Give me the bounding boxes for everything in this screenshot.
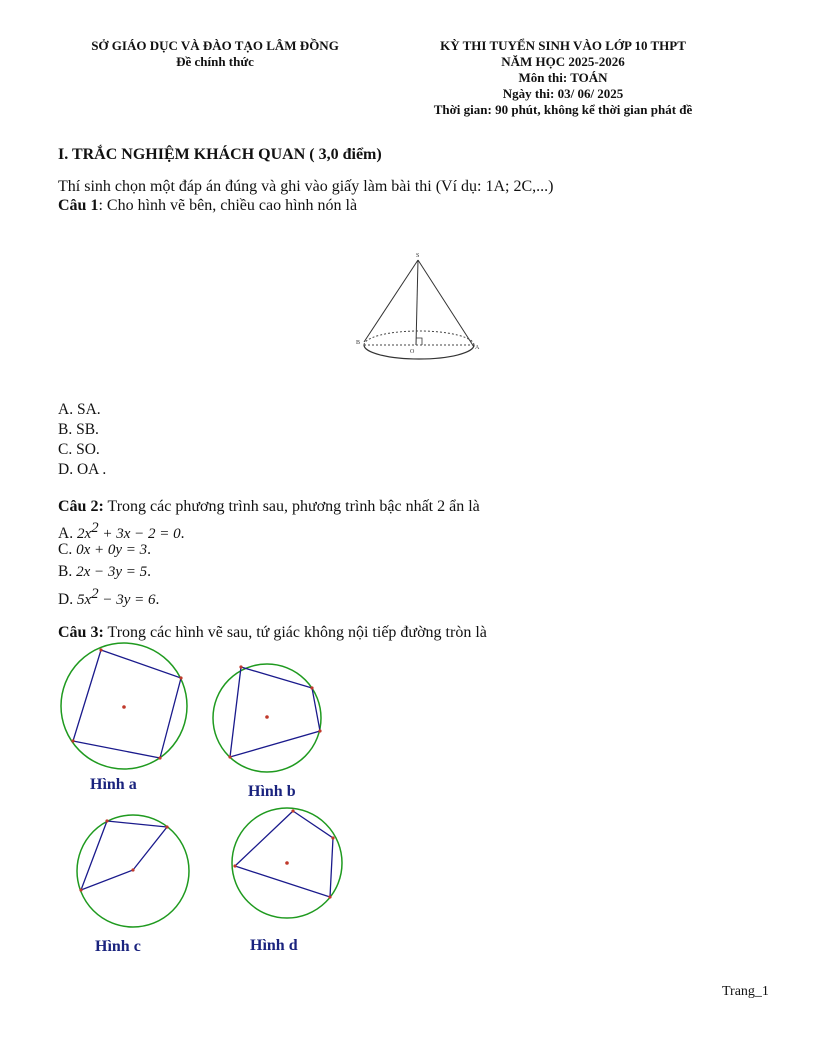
vertex — [318, 729, 321, 732]
figure-b-label: Hình b — [248, 783, 296, 800]
point-s: S — [416, 253, 420, 259]
question-3-label: Câu 3: — [58, 624, 104, 641]
school-year: NĂM HỌC 2025-2026 — [501, 54, 625, 69]
subject: Môn thi: TOÁN — [518, 70, 608, 85]
option-d: D. OA . — [58, 461, 107, 478]
question-1-text: : Cho hình vẽ bên, chiều cao hình nón là — [98, 197, 358, 214]
vertex — [310, 686, 313, 689]
figure-d — [232, 808, 342, 918]
figure-a-center — [122, 705, 126, 709]
vertex — [105, 819, 108, 822]
q2-option-a-end: . — [180, 525, 185, 542]
point-b: B — [356, 340, 361, 346]
q2-option-a-expr: 2x — [76, 526, 92, 542]
point-a: A — [475, 345, 480, 351]
section-title: I. TRẮC NGHIỆM KHÁCH QUAN ( 3,0 điểm) — [58, 146, 382, 163]
q2-option-d-prefix: D. — [58, 591, 74, 608]
q2-option-b-end: . — [147, 563, 152, 580]
exam-name: KỲ THI TUYỂN SINH VÀO LỚP 10 THPT — [440, 38, 686, 53]
option-a: A. SA. — [58, 401, 101, 418]
exam-duration: Thời gian: 90 phút, không kể thời gian phát đề — [433, 102, 693, 117]
q2-option-a-rest: + 3x − 2 = 0 — [98, 526, 181, 542]
q2-option-d-expr: 5x — [76, 592, 92, 608]
question-1-label: Câu 1 — [58, 197, 99, 214]
vertex — [233, 864, 236, 867]
figure-d-label: Hình d — [250, 937, 298, 954]
point-o: O — [410, 349, 415, 355]
exam-date: Ngày thi: 03/ 06/ 2025 — [502, 86, 624, 101]
question-3-text: Trong các hình vẽ sau, tứ giác không nội tiếp đường tròn là — [103, 624, 487, 641]
question-2-label: Câu 2: — [58, 498, 104, 515]
vertex — [239, 665, 242, 668]
q2-option-d-rest: − 3y = 6 — [98, 592, 156, 608]
option-c: C. SO. — [58, 441, 100, 458]
q2-option-b-prefix: B. — [58, 563, 73, 580]
q2-option-d-exp: 2 — [91, 586, 99, 602]
vertex — [71, 739, 74, 742]
figure-b — [213, 664, 322, 772]
figure-a-label: Hình a — [90, 776, 137, 793]
figure-d-quad — [235, 811, 333, 897]
vertex — [165, 825, 168, 828]
vertex — [79, 888, 82, 891]
vertex — [179, 676, 182, 679]
q2-option-a-prefix: A. — [58, 525, 74, 542]
q2-option-d-end: . — [155, 591, 160, 608]
vertex — [291, 809, 294, 812]
option-b: B. SB. — [58, 421, 99, 438]
vertex — [158, 756, 161, 759]
vertex — [328, 895, 331, 898]
figure-d-center — [285, 861, 289, 865]
q2-option-b-expr: 2x − 3y = 5 — [76, 564, 148, 580]
figure-c-label: Hình c — [95, 938, 141, 955]
q2-option-c-end: . — [147, 541, 152, 558]
q2-option-c-expr: 0x + 0y = 3 — [76, 542, 148, 558]
official-label: Đề chính thức — [176, 54, 254, 69]
figure-a-quad — [73, 650, 181, 758]
question-2-text: Trong các phương trình sau, phương trình bậc nhất 2 ẩn là — [103, 498, 480, 515]
figure-b-center — [265, 715, 269, 719]
instruction: Thí sinh chọn một đáp án đúng và ghi vào giấy làm bài thi (Ví dụ: 1A; 2C,...) — [58, 178, 554, 195]
q2-option-a-exp: 2 — [91, 520, 99, 536]
figure-c — [77, 815, 189, 927]
vertex — [131, 868, 134, 871]
vertex — [331, 836, 334, 839]
vertex — [228, 755, 231, 758]
vertex — [99, 648, 102, 651]
q2-option-c-prefix: C. — [58, 541, 73, 558]
department-name: SỞ GIÁO DỤC VÀ ĐÀO TẠO LÂM ĐỒNG — [91, 38, 339, 53]
page-number: Trang_1 — [722, 984, 769, 999]
figure-a — [61, 643, 187, 769]
